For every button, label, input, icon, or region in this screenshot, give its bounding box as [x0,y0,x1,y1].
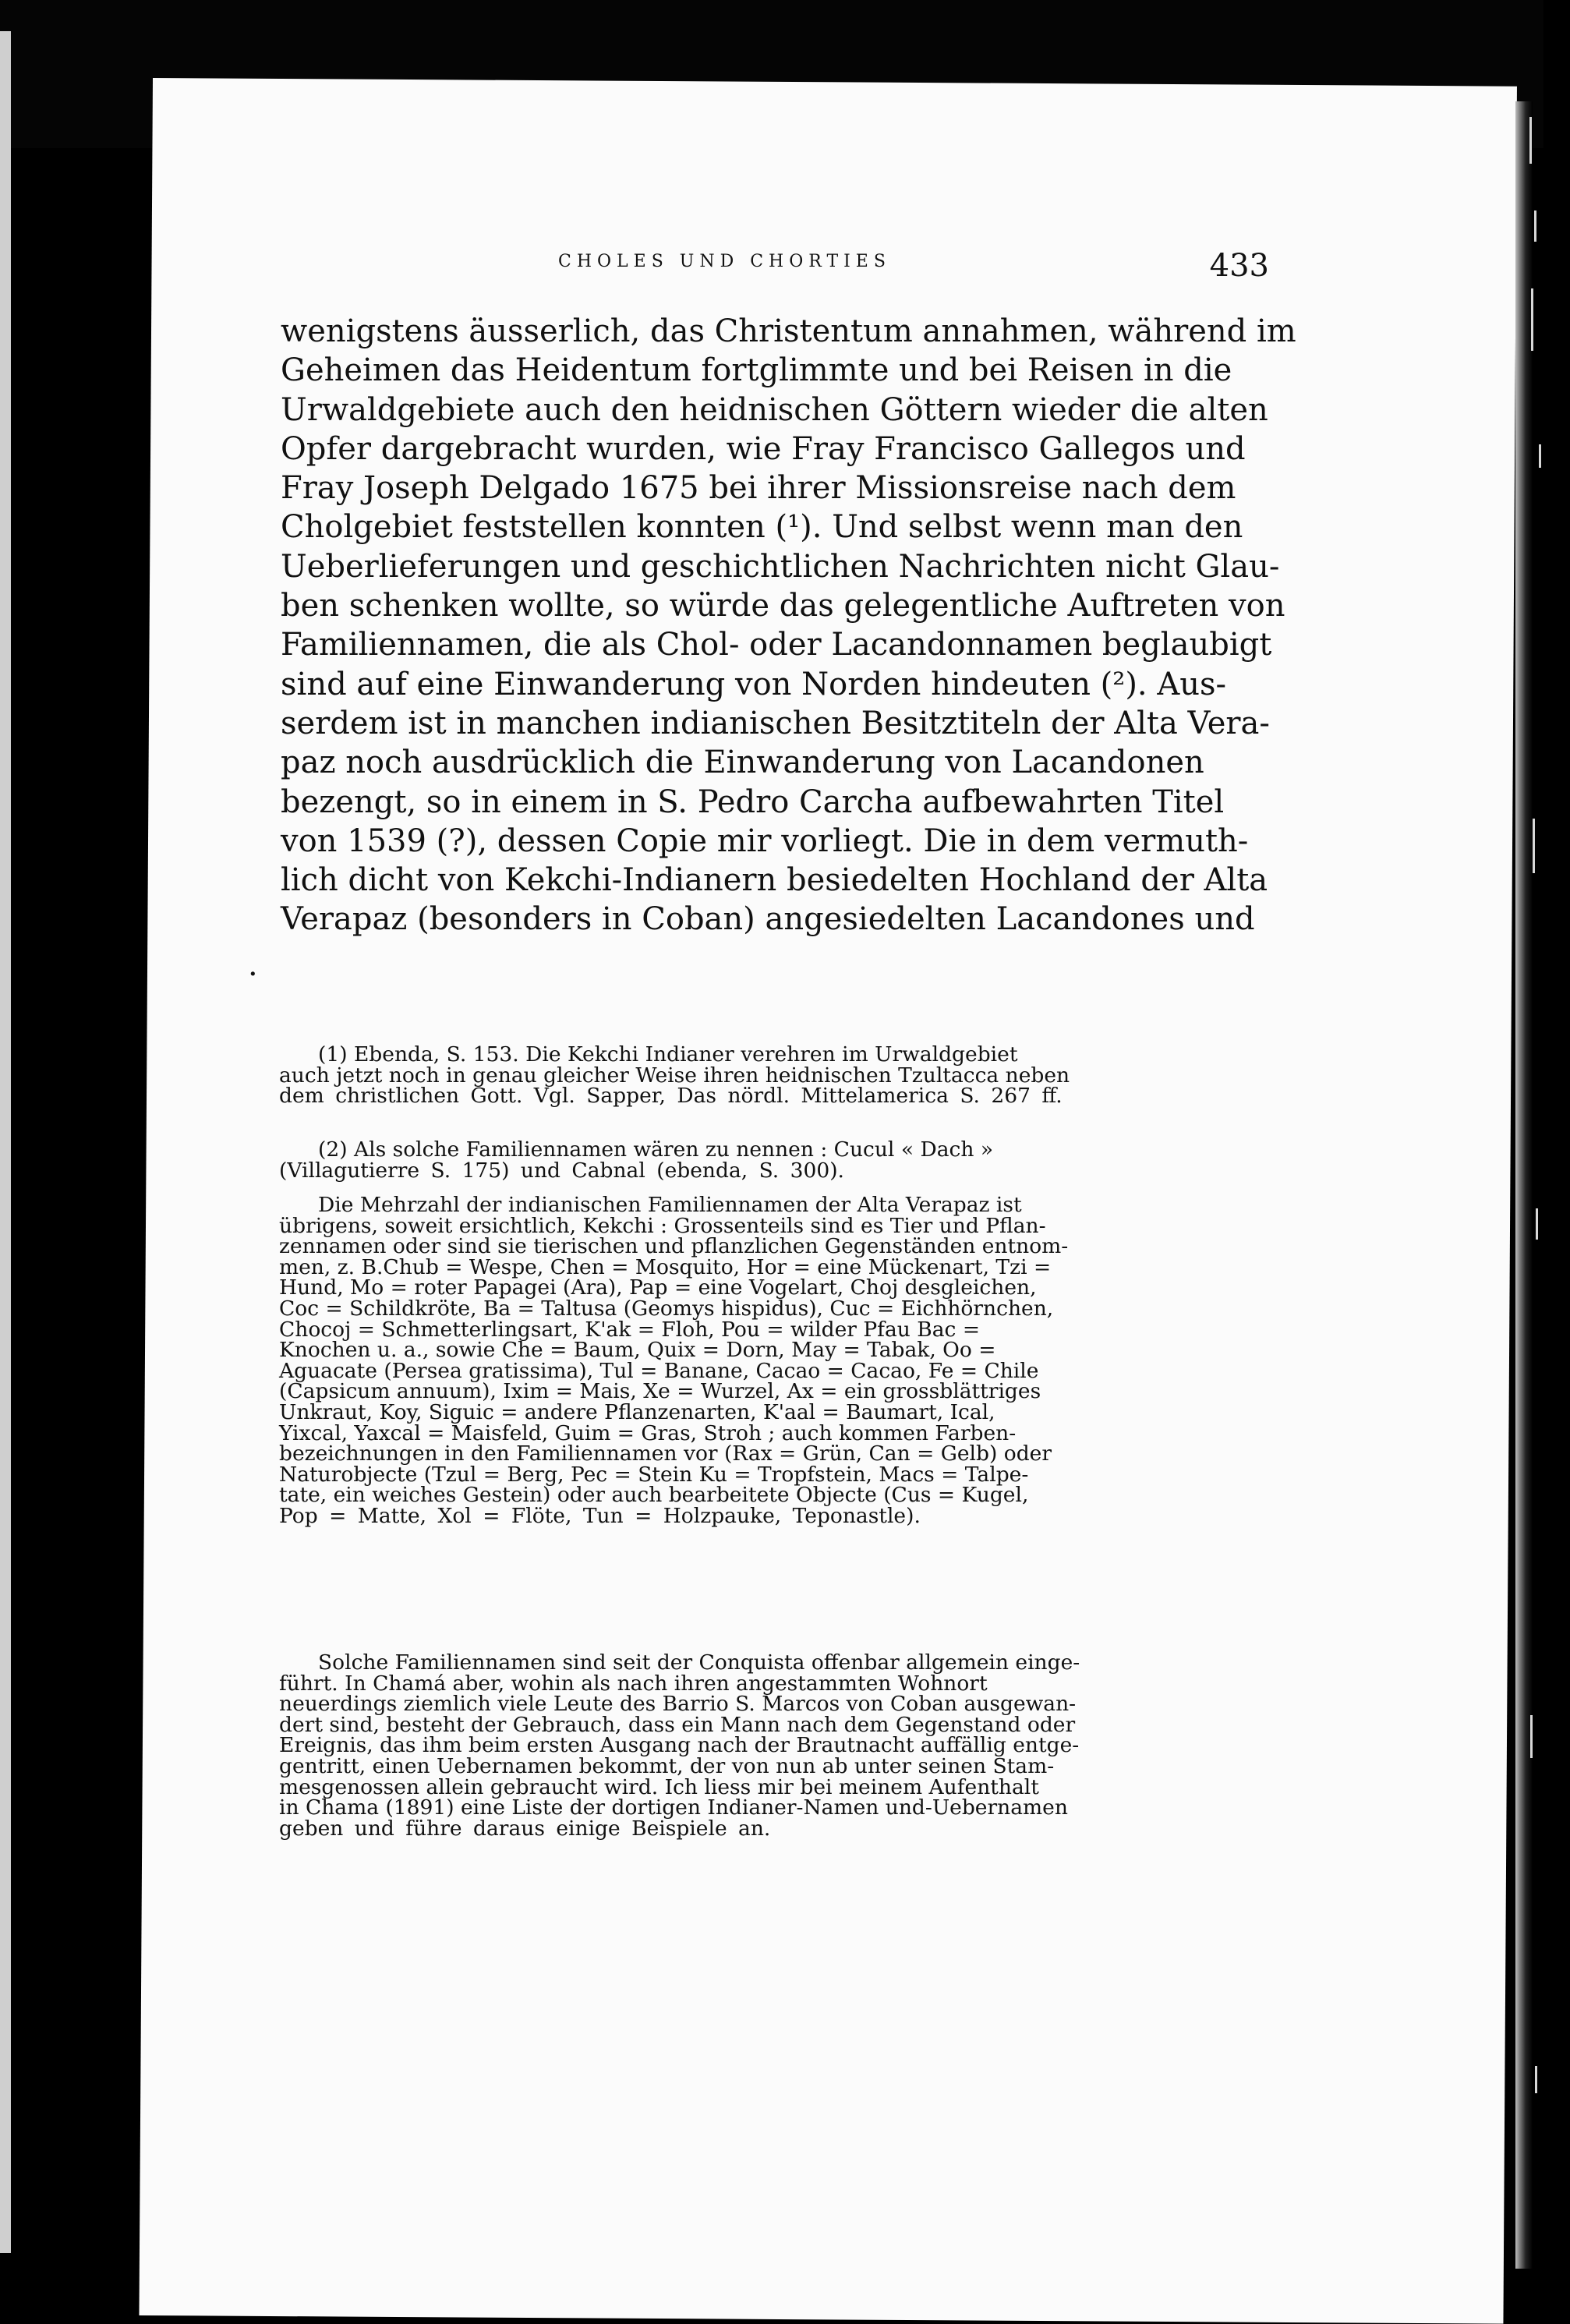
text-line: von 1539 (?), dessen Copie mir vorliegt. Die in dem vermuth- [281,822,1249,859]
page-number: 433 [1209,248,1269,284]
text-line: bezeichnungen in den Familiennamen vor (Rax = Grün, Can = Gelb) oder [279,1441,1052,1466]
text-line: Yixcal, Yaxcal = Maisfeld, Guim = Gras, Stroh ; auch kommen Farben- [279,1420,1017,1445]
text-line: übrigens, soweit ersichtlich, Kekchi : Grossenteils sind es Tier und Pflan- [279,1213,1046,1238]
text-line: sind auf eine Einwanderung von Norden hindeuten (²). Aus- [281,666,1227,702]
text-line: ben schenken wollte, so würde das gelegentliche Auftreten von [281,588,1285,624]
text-line: dem christlichen Gott. Vgl. Sapper, Das nördl. Mittelamerica S. 267 ff. [279,1084,1063,1109]
text-line: neuerdings ziemlich viele Leute des Barrio S. Marcos von Coban ausgewan- [279,1692,1077,1717]
running-title: CHOLES UND CHORTIES [558,252,891,271]
scan-left-edge [0,31,11,2253]
footnote-1 [279,1042,1129,1109]
text-line: Solche Familiennamen sind seit der Conquista offenbar allgemein einge- [318,1650,1080,1675]
text-line: Hund, Mo = roter Papagei (Ara), Pap = eine Vogelart, Choj desgleichen, [279,1275,1037,1300]
footnote-2 [279,1137,1129,1183]
text-line: zennamen oder sind sie tierischen und pflanzlichen Gegenständen entnom- [279,1234,1069,1259]
text-line: (1) Ebenda, S. 153. Die Kekchi Indianer verehren im Urwaldgebiet [318,1042,1018,1066]
text-line: Unkraut, Koy, Siguic = andere Pflanzenarten, K'aal = Baumart, Ical, [279,1399,995,1424]
text-line: führt. In Chamá aber, wohin als nach ihren angestammten Wohnort [279,1671,988,1696]
margin-mark: · [248,957,258,992]
text-line: Cholgebiet feststellen konnten (¹). Und selbst wenn man den [281,509,1243,546]
text-line: lich dicht von Kekchi-Indianern besiedelten Hochland der Alta [281,862,1268,899]
text-line: wenigstens äusserlich, das Christentum annahmen, während im [281,313,1296,349]
text-line: men, z. B.Chub = Wespe, Chen = Mosquito, Hor = eine Mückenart, Tzi = [279,1254,1052,1279]
text-line: Die Mehrzahl der indianischen Familiennamen der Alta Verapaz ist [318,1193,1022,1217]
text-line: Ereignis, das ihm beim ersten Ausgang nach der Brautnacht auffällig entge- [279,1733,1080,1758]
text-line: Verapaz (besonders in Coban) angesiedelten Lacandones und [281,901,1255,938]
text-line: Coc = Schildkröte, Ba = Taltusa (Geomys hispidus), Cuc = Eichhörnchen, [279,1296,1054,1321]
text-line: Opfer dargebracht wurden, wie Fray Francisco Gallegos und [281,430,1246,467]
text-line: Familiennamen, die als Chol- oder Lacandonnamen beglaubigt [281,627,1272,663]
footnote-2-paragraph [279,1650,1129,1841]
main-text [281,312,1296,939]
page-header [393,248,1269,295]
footnote-2-continued [279,1195,1129,1527]
text-line: Knochen u. a., sowie Che = Baum, Quix = Dorn, May = Tabak, Oo = [279,1338,996,1363]
text-line: geben und führe daraus einige Beispiele an. [279,1816,771,1841]
text-line: (Villagutierre S. 175) und Cabnal (ebenda, S. 300). [279,1158,844,1183]
text-line: (2) Als solche Familiennamen wären zu nennen : Cucul « Dach » [318,1137,994,1162]
text-line: Fray Joseph Delgado 1675 bei ihrer Missionsreise nach dem [281,470,1236,507]
text-line: gentritt, einen Uebernamen bekommt, der von nun ab unter seinen Stam- [279,1753,1055,1778]
text-line: bezengt, so in einem in S. Pedro Carcha aufbewahrten Titel [281,784,1225,820]
text-line: auch jetzt noch in genau gleicher Weise ihren heidnischen Tzultacca neben [279,1063,1070,1088]
scan-right-margin [1528,117,1567,2222]
text-line: tate, ein weiches Gestein) oder auch bearbeitete Objecte (Cus = Kugel, [279,1483,1029,1508]
text-line: Naturobjecte (Tzul = Berg, Pec = Stein Ku = Tropfstein, Macs = Talpe- [279,1462,1029,1487]
text-line: Chocoj = Schmetterlingsart, K'ak = Floh, Pou = wilder Pfau Bac = [279,1317,981,1342]
text-line: dert sind, besteht der Gebrauch, dass ein Mann nach dem Gegenstand oder [279,1712,1076,1737]
text-line: serdem ist in manchen indianischen Besitztiteln der Alta Vera- [281,705,1270,741]
text-line: Ueberlieferungen und geschichtlichen Nachrichten nicht Glau- [281,548,1280,585]
text-line: Geheimen das Heidentum fortglimmte und bei Reisen in die [281,352,1232,389]
text-line: Aguacate (Persea gratissima), Tul = Banane, Cacao = Cacao, Fe = Chile [279,1358,1039,1383]
text-line: mesgenossen allein gebraucht wird. Ich liess mir bei meinem Aufenthalt [279,1774,1039,1799]
text-line: paz noch ausdrücklich die Einwanderung von Lacandonen [281,745,1204,781]
text-line: (Capsicum annuum), Ixim = Mais, Xe = Wurzel, Ax = ein grossblättriges [279,1379,1041,1404]
text-line: Pop = Matte, Xol = Flöte, Tun = Holzpauke, Teponastle). [279,1503,921,1528]
text-line: in Chama (1891) eine Liste der dortigen Indianer-Namen und-Uebernamen [279,1795,1068,1820]
text-line: Urwaldgebiete auch den heidnischen Göttern wieder die alten [281,391,1268,428]
